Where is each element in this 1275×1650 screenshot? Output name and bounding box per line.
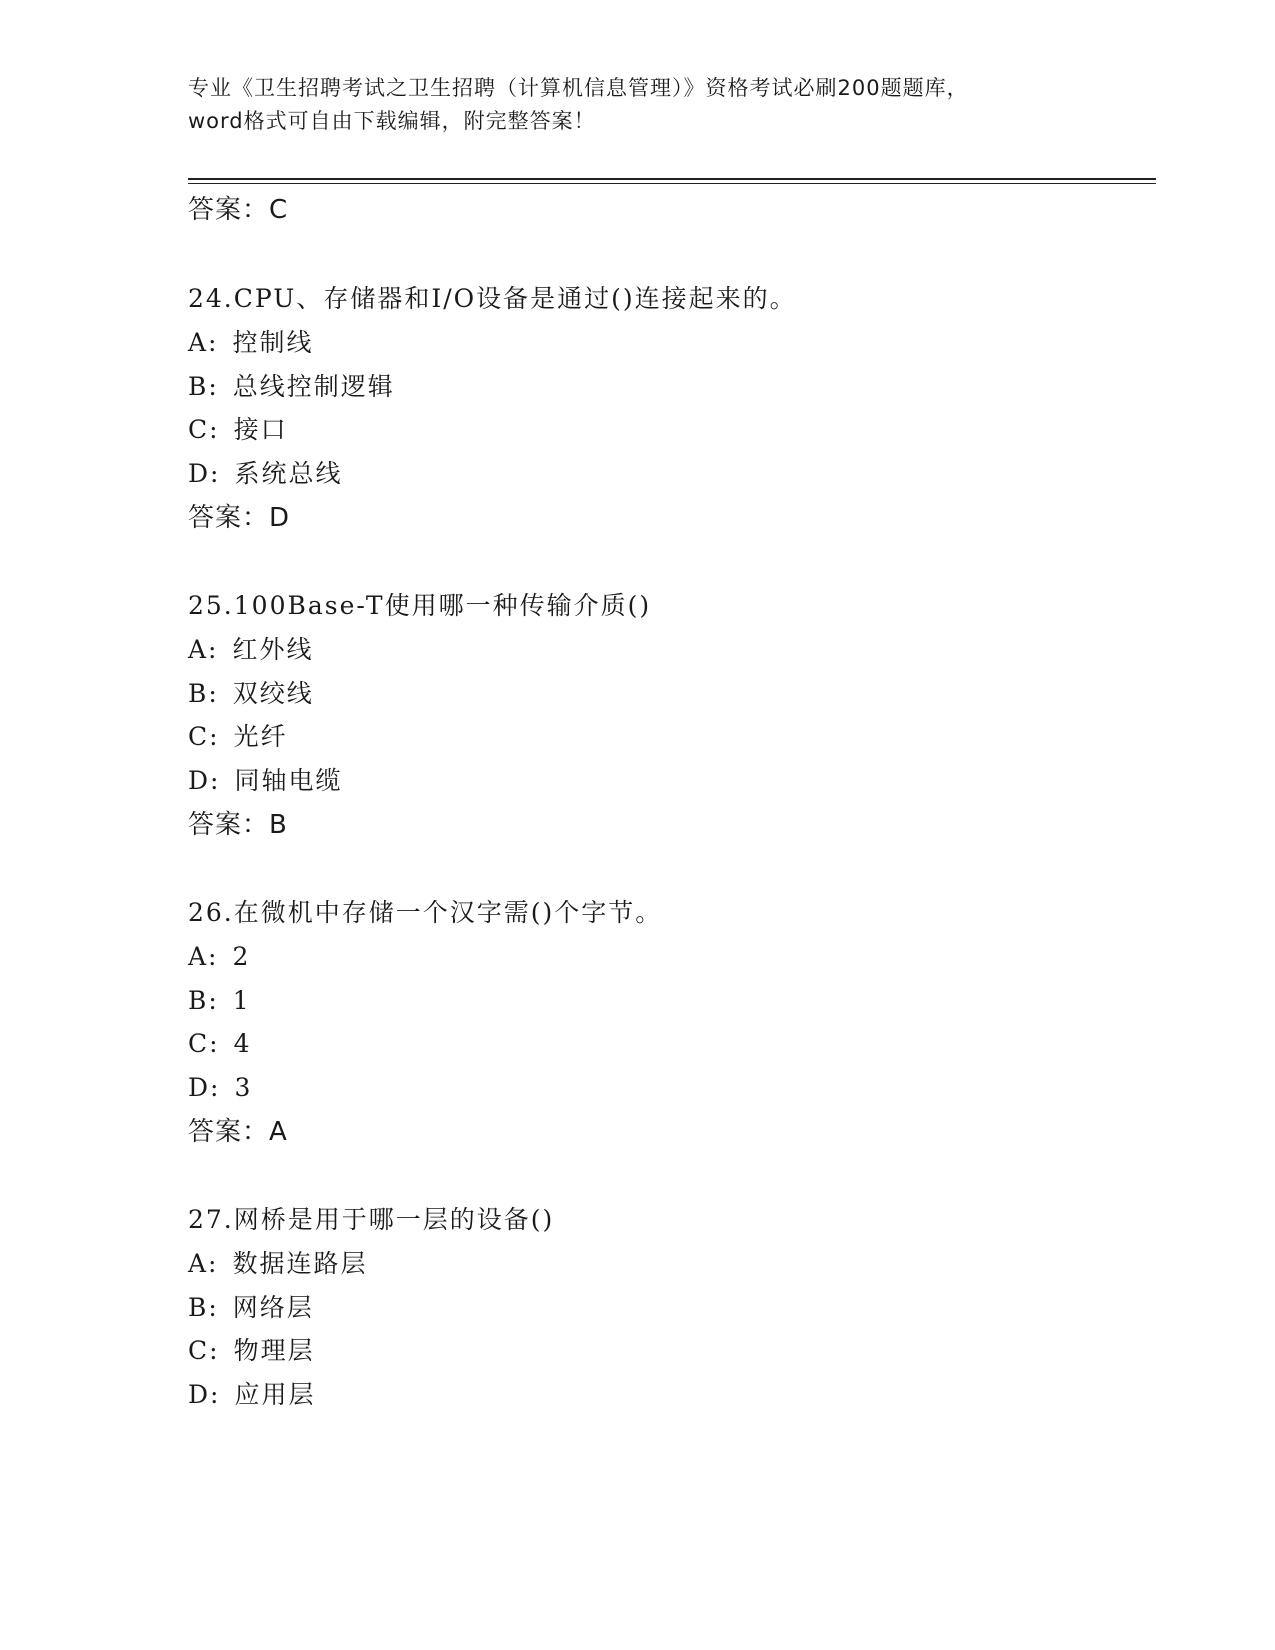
question-24-stem: 24.CPU、存储器和I/O设备是通过()连接起来的。 (188, 284, 797, 313)
header-divider (188, 178, 1156, 180)
option-text: 4 (233, 1029, 252, 1058)
option-text: 3 (234, 1073, 253, 1102)
question-26-answer: 答案：A (188, 1117, 288, 1147)
question-26-option-d (188, 1072, 252, 1104)
question-24-answer: 答案：D (188, 503, 291, 533)
option-text: 2 (232, 942, 251, 971)
option-text: 红外线 (232, 635, 314, 664)
option-label: A: (188, 635, 219, 664)
question-27-option-b (188, 1292, 314, 1324)
question-27-option-a (188, 1248, 368, 1280)
option-label: B: (188, 679, 219, 708)
option-text: 接口 (233, 415, 288, 444)
question-25-answer: 答案：B (188, 810, 288, 840)
question-26-stem: 26.在微机中存储一个汉字需()个字节。 (188, 898, 663, 927)
question-26-option-c (188, 1028, 251, 1060)
option-label: A: (188, 942, 219, 971)
option-text: 系统总线 (234, 459, 343, 488)
option-label: C: (188, 1336, 220, 1365)
header-line-1: 专业《卫生招聘考试之卫生招聘（计算机信息管理）》资格考试必刷200题题库， (188, 76, 969, 100)
option-label: B: (188, 1293, 219, 1322)
option-text: 应用层 (234, 1380, 316, 1409)
question-26-option-b (188, 985, 251, 1017)
question-26-option-a (188, 941, 250, 973)
option-text: 物理层 (233, 1336, 315, 1365)
option-text: 控制线 (232, 328, 314, 357)
header-line-2: word格式可自由下载编辑，附完整答案！ (188, 109, 596, 133)
option-label: D: (188, 459, 221, 488)
question-25-option-b (188, 678, 314, 710)
header-divider-thin (188, 183, 1156, 184)
option-label: A: (188, 328, 219, 357)
option-label: C: (188, 722, 220, 751)
question-24-option-b (188, 371, 395, 403)
question-25-option-a (188, 634, 314, 666)
option-text: 双绞线 (232, 679, 314, 708)
option-label: C: (188, 415, 220, 444)
option-text: 网络层 (232, 1293, 314, 1322)
option-label: A: (188, 1249, 219, 1278)
question-27-option-c (188, 1335, 315, 1367)
option-text: 同轴电缆 (234, 766, 343, 795)
page-header (188, 72, 1088, 138)
answer-previous: 答案：C (188, 195, 289, 225)
question-25-option-c (188, 721, 288, 753)
question-27-stem: 27.网桥是用于哪一层的设备() (188, 1205, 555, 1234)
option-label: B: (188, 372, 219, 401)
option-text: 光纤 (233, 722, 288, 751)
option-label: D: (188, 1073, 221, 1102)
option-text: 总线控制逻辑 (232, 372, 395, 401)
question-27-option-d (188, 1379, 315, 1411)
option-label: B: (188, 986, 219, 1015)
option-label: C: (188, 1029, 220, 1058)
option-label: D: (188, 1380, 221, 1409)
question-25-stem: 25.100Base-T使用哪一种传输介质() (188, 591, 652, 620)
question-25-option-d (188, 765, 342, 797)
question-24-option-c (188, 414, 288, 446)
option-text: 1 (232, 986, 251, 1015)
option-text: 数据连路层 (232, 1249, 368, 1278)
question-24-option-a (188, 327, 314, 359)
question-24-option-d (188, 458, 342, 490)
option-label: D: (188, 766, 221, 795)
